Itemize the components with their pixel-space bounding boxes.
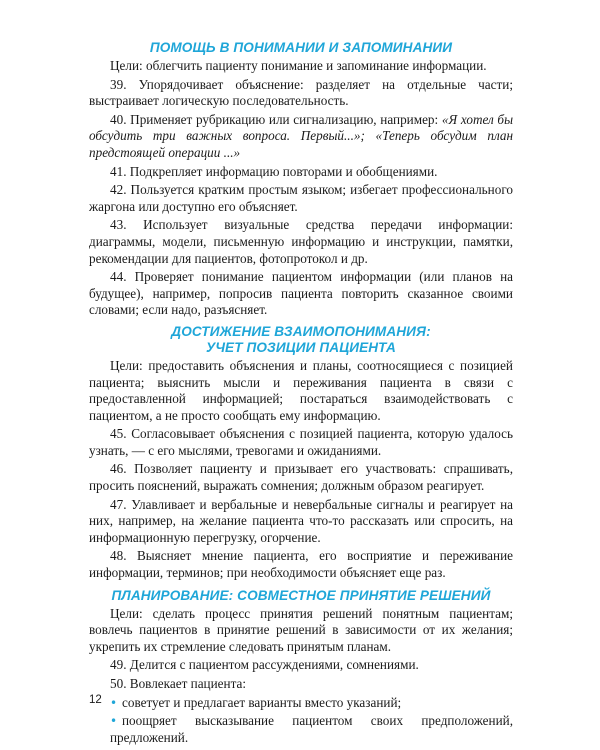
- item-50: 50. Вовлекает пациента:: [110, 676, 247, 691]
- item-40-quote: «Я хотел бы обсудить три важных вопроса. Первый...»; «Теперь обсудим план предстоящей операции ...»: [89, 111, 513, 160]
- section-heading-mutual-understanding: [89, 324, 513, 356]
- section-heading-planning: ПЛАНИРОВАНИЕ: СОВМЕСТНОЕ ПРИНЯТИЕ РЕШЕНИЙ: [111, 587, 491, 603]
- item-43: 43. Использует визуальные средства передачи информации: диаграммы, модели, письменную информацию и инструкции, памятки, рекомендации для пациентов, фотопротокол и др.: [89, 217, 513, 266]
- page-content: [89, 40, 513, 748]
- item-45: 45. Согласовывает объяснения с позицией пациента, которую удалось узнать, — с его мыслями, тревогами и ожиданиями.: [89, 426, 513, 458]
- bullet-dot-icon: •: [110, 714, 118, 729]
- bullet-item: [89, 695, 513, 712]
- item-49: 49. Делится с пациентом рассуждениями, сомнениями.: [110, 657, 419, 673]
- item-42: 42. Пользуется кратким простым языком; избегает профессионального жаргона или доступно его объясняет.: [89, 182, 513, 214]
- item-40-text: 40. Применяет рубрикацию или сигнализацию, например:: [110, 111, 442, 127]
- bullet-text: поощряет высказывание пациентом своих предположений, предложений.: [110, 713, 513, 745]
- item-48: 48. Выясняет мнение пациента, его восприятие и переживание информации, терминов; при необходимости объясняет еще раз.: [89, 548, 513, 581]
- section-heading-line-2: УЧЕТ ПОЗИЦИИ ПАЦИЕНТА: [206, 339, 396, 355]
- section-heading-understanding: ПОМОЩЬ В ПОНИМАНИИ И ЗАПОМИНАНИИ: [149, 40, 453, 55]
- section-heading-line-1: ДОСТИЖЕНИЕ ВЗАИМОПОНИМАНИЯ:: [171, 323, 431, 339]
- section2-goals: Цели: предоставить объяснения и планы, соотносящиеся с позицией пациента; выяснить мысли и переживания пациента в связи с предоставленной информацией; постараться взаимодействовать с пациентом, а не просто сообщать ему информацию.: [89, 357, 513, 423]
- item-39: 39. Упорядочивает объяснение: разделяет на отдельные части; выстраивает логическую последовательность.: [89, 76, 513, 109]
- bullet-item: [89, 713, 513, 746]
- item-40: [89, 112, 513, 162]
- item-41: 41. Подкрепляет информацию повторами и обобщениями.: [110, 163, 438, 179]
- page-number: 12: [89, 694, 102, 706]
- section1-goals: Цели: облегчить пациенту понимание и запоминание информации.: [110, 58, 487, 73]
- item-47: 47. Улавливает и вербальные и невербальные сигналы и реагирует на них, например, на желание пациента что-то рассказать или спросить, на информационную перегрузку, огорчение.: [89, 496, 513, 545]
- bullet-dot-icon: •: [110, 695, 118, 710]
- section3-goals: Цели: сделать процесс принятия решений понятным пациентам; вовлечь пациентов в принятие решений в зависимости от их желания; укрепить их стремление следовать принятым планам.: [89, 605, 513, 654]
- item-46: 46. Позволяет пациенту и призывает его участвовать: спрашивать, просить пояснений, выражать сомнения; должным образом реагирует.: [89, 461, 513, 494]
- item-44: 44. Проверяет понимание пациентом информации (или планов на будущее), например, попросив пациента повторить сказанное своими словами; если надо, разъясняет.: [89, 269, 513, 318]
- bullet-text: советует и предлагает варианты вместо указаний;: [122, 694, 402, 710]
